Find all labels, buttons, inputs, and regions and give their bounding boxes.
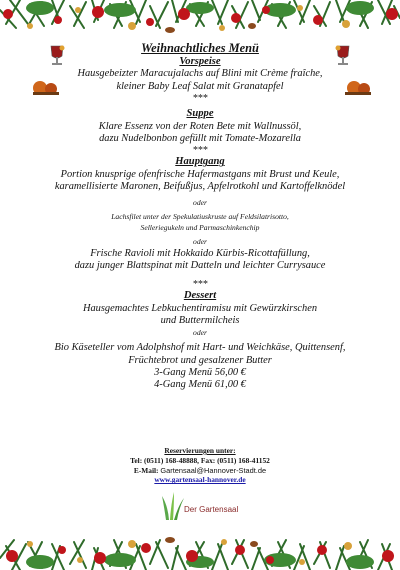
contact-block <box>0 446 400 485</box>
email-link[interactable]: Gartensaal@Hannover-Stadt.de <box>160 465 267 475</box>
suppe-line-2: dazu Nudelbonbon gefüllt mit Tomate-Mozarella <box>99 133 301 145</box>
hauptgang-option-3-line-1: Frische Ravioli mit Hokkaido Kürbis-Ricottafüllung, <box>90 247 310 259</box>
cheese-line-1: Bio Käseteller vom Adolphshof mit Hart- und Weichkäse, Quittensenf, <box>54 342 346 354</box>
phone-fax: Tel: (0511) 168-48888, Fax: (0511) 168-41152 <box>130 455 270 465</box>
top-christmas-garland <box>0 0 400 40</box>
hauptgang-option-2-line-1: Lachsfilet unter der Spekulatiuskruste auf Feldsilatrisotto, <box>111 212 289 222</box>
hauptgang-option-1-line-1: Portion knusprige ofenfrische Hafermastgans mit Brust und Keule, <box>60 168 340 180</box>
grass-logo-icon <box>162 492 184 520</box>
or-label: oder <box>193 237 207 247</box>
logo-text: Der Gartensaal <box>184 505 239 514</box>
hauptgang-option-2-line-2: Selleriegukeln und Parmaschinkenchip <box>140 222 260 232</box>
suppe-line-1: Klare Essenz von der Roten Bete mit Wallnussöl, <box>98 120 302 132</box>
or-label: oder <box>193 327 207 337</box>
vorspeise-heading: Vorspeise <box>179 56 221 67</box>
christmas-menu <box>0 40 400 392</box>
dessert-heading: Dessert <box>183 290 217 302</box>
dessert-line-1: Hausgemachtes Lebkuchentiramisu mit Gewürzkirschen <box>82 302 318 314</box>
garland-top-art <box>0 0 400 40</box>
price-4-course: 4-Gang Menü 61,00 € <box>154 379 246 391</box>
email-line <box>0 466 400 476</box>
price-3-course: 3-Gang Menü 56,00 € <box>154 367 246 378</box>
garland-bottom-art <box>0 528 400 570</box>
hauptgang-option-3-line-2: dazu junger Blattspinat mit Datteln und leichter Currysauce <box>74 260 326 272</box>
vorspeise-line-2: kleiner Baby Leaf Salat mit Granatapfel <box>116 80 284 92</box>
menu-title: Weihnachtliches Menü <box>141 41 259 55</box>
separator: *** <box>192 145 208 157</box>
reservations-label: Reservierungen unter: <box>164 446 236 455</box>
vorspeise-line-1: Hausgebeizter Maracujalachs auf Blini mit Crème fraîche, <box>77 68 323 80</box>
separator: *** <box>192 93 208 105</box>
hauptgang-heading: Hauptgang <box>175 156 225 168</box>
separator: *** <box>192 279 208 291</box>
bottom-christmas-garland <box>0 528 400 570</box>
suppe-heading: Suppe <box>186 108 214 120</box>
website-link[interactable]: www.gartensaal-hannover.de <box>154 475 246 485</box>
dessert-line-2: und Buttermilcheis <box>160 315 240 327</box>
email-label: E-Mail: <box>133 465 159 475</box>
or-label: oder <box>193 197 207 207</box>
cheese-line-2: Früchtebrot und gesalzener Butter <box>128 354 272 366</box>
gartensaal-logo <box>162 492 242 522</box>
hauptgang-option-1-line-2: karamellisierte Maronen, Beifußjus, Apfelrotkohl und Kartoffelknödel <box>54 181 346 193</box>
